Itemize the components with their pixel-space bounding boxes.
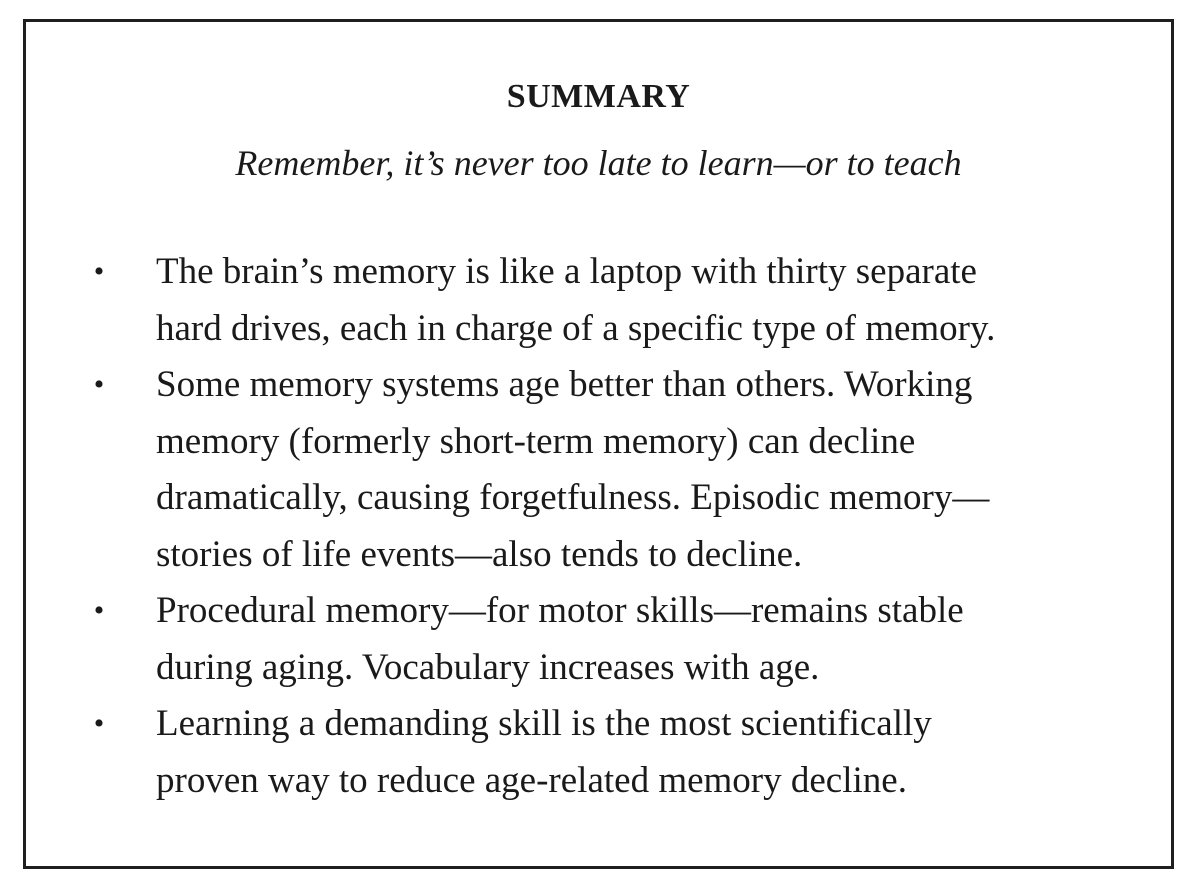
bullet-line: proven way to reduce age-related memory decline. — [156, 759, 907, 801]
bullet-item-2 — [89, 357, 1149, 583]
summary-box — [23, 19, 1174, 869]
bullet-line: Some memory systems age better than others. Working — [156, 364, 973, 405]
bullet-line: Learning a demanding skill is the most scientifically — [156, 703, 932, 744]
bullet-line: memory (formerly short-term memory) can decline — [156, 420, 916, 462]
summary-subtitle: Remember, it’s never too late to learn—or to teach — [235, 143, 962, 183]
bullet-line: hard drives, each in charge of a specific type of memory. — [156, 307, 996, 349]
summary-bullet-list — [89, 244, 1149, 809]
bullet-line: The brain’s memory is like a laptop with thirty separate — [156, 251, 977, 292]
bullet-line: Procedural memory—for motor skills—remains stable — [156, 590, 964, 631]
bullet-item-3 — [89, 583, 1149, 696]
bullet-line: during aging. Vocabulary increases with age. — [156, 646, 820, 688]
bullet-line: dramatically, causing forgetfulness. Episodic memory— — [156, 477, 990, 518]
bullet-icon: • — [93, 707, 105, 740]
bullet-icon: • — [93, 594, 105, 627]
bullet-item-1 — [89, 244, 1149, 357]
bullet-line: stories of life events—also tends to decline. — [156, 533, 803, 575]
bullet-icon: • — [93, 255, 105, 288]
bullet-icon: • — [93, 368, 105, 401]
bullet-item-4 — [89, 696, 1149, 809]
summary-title: SUMMARY — [506, 78, 691, 115]
